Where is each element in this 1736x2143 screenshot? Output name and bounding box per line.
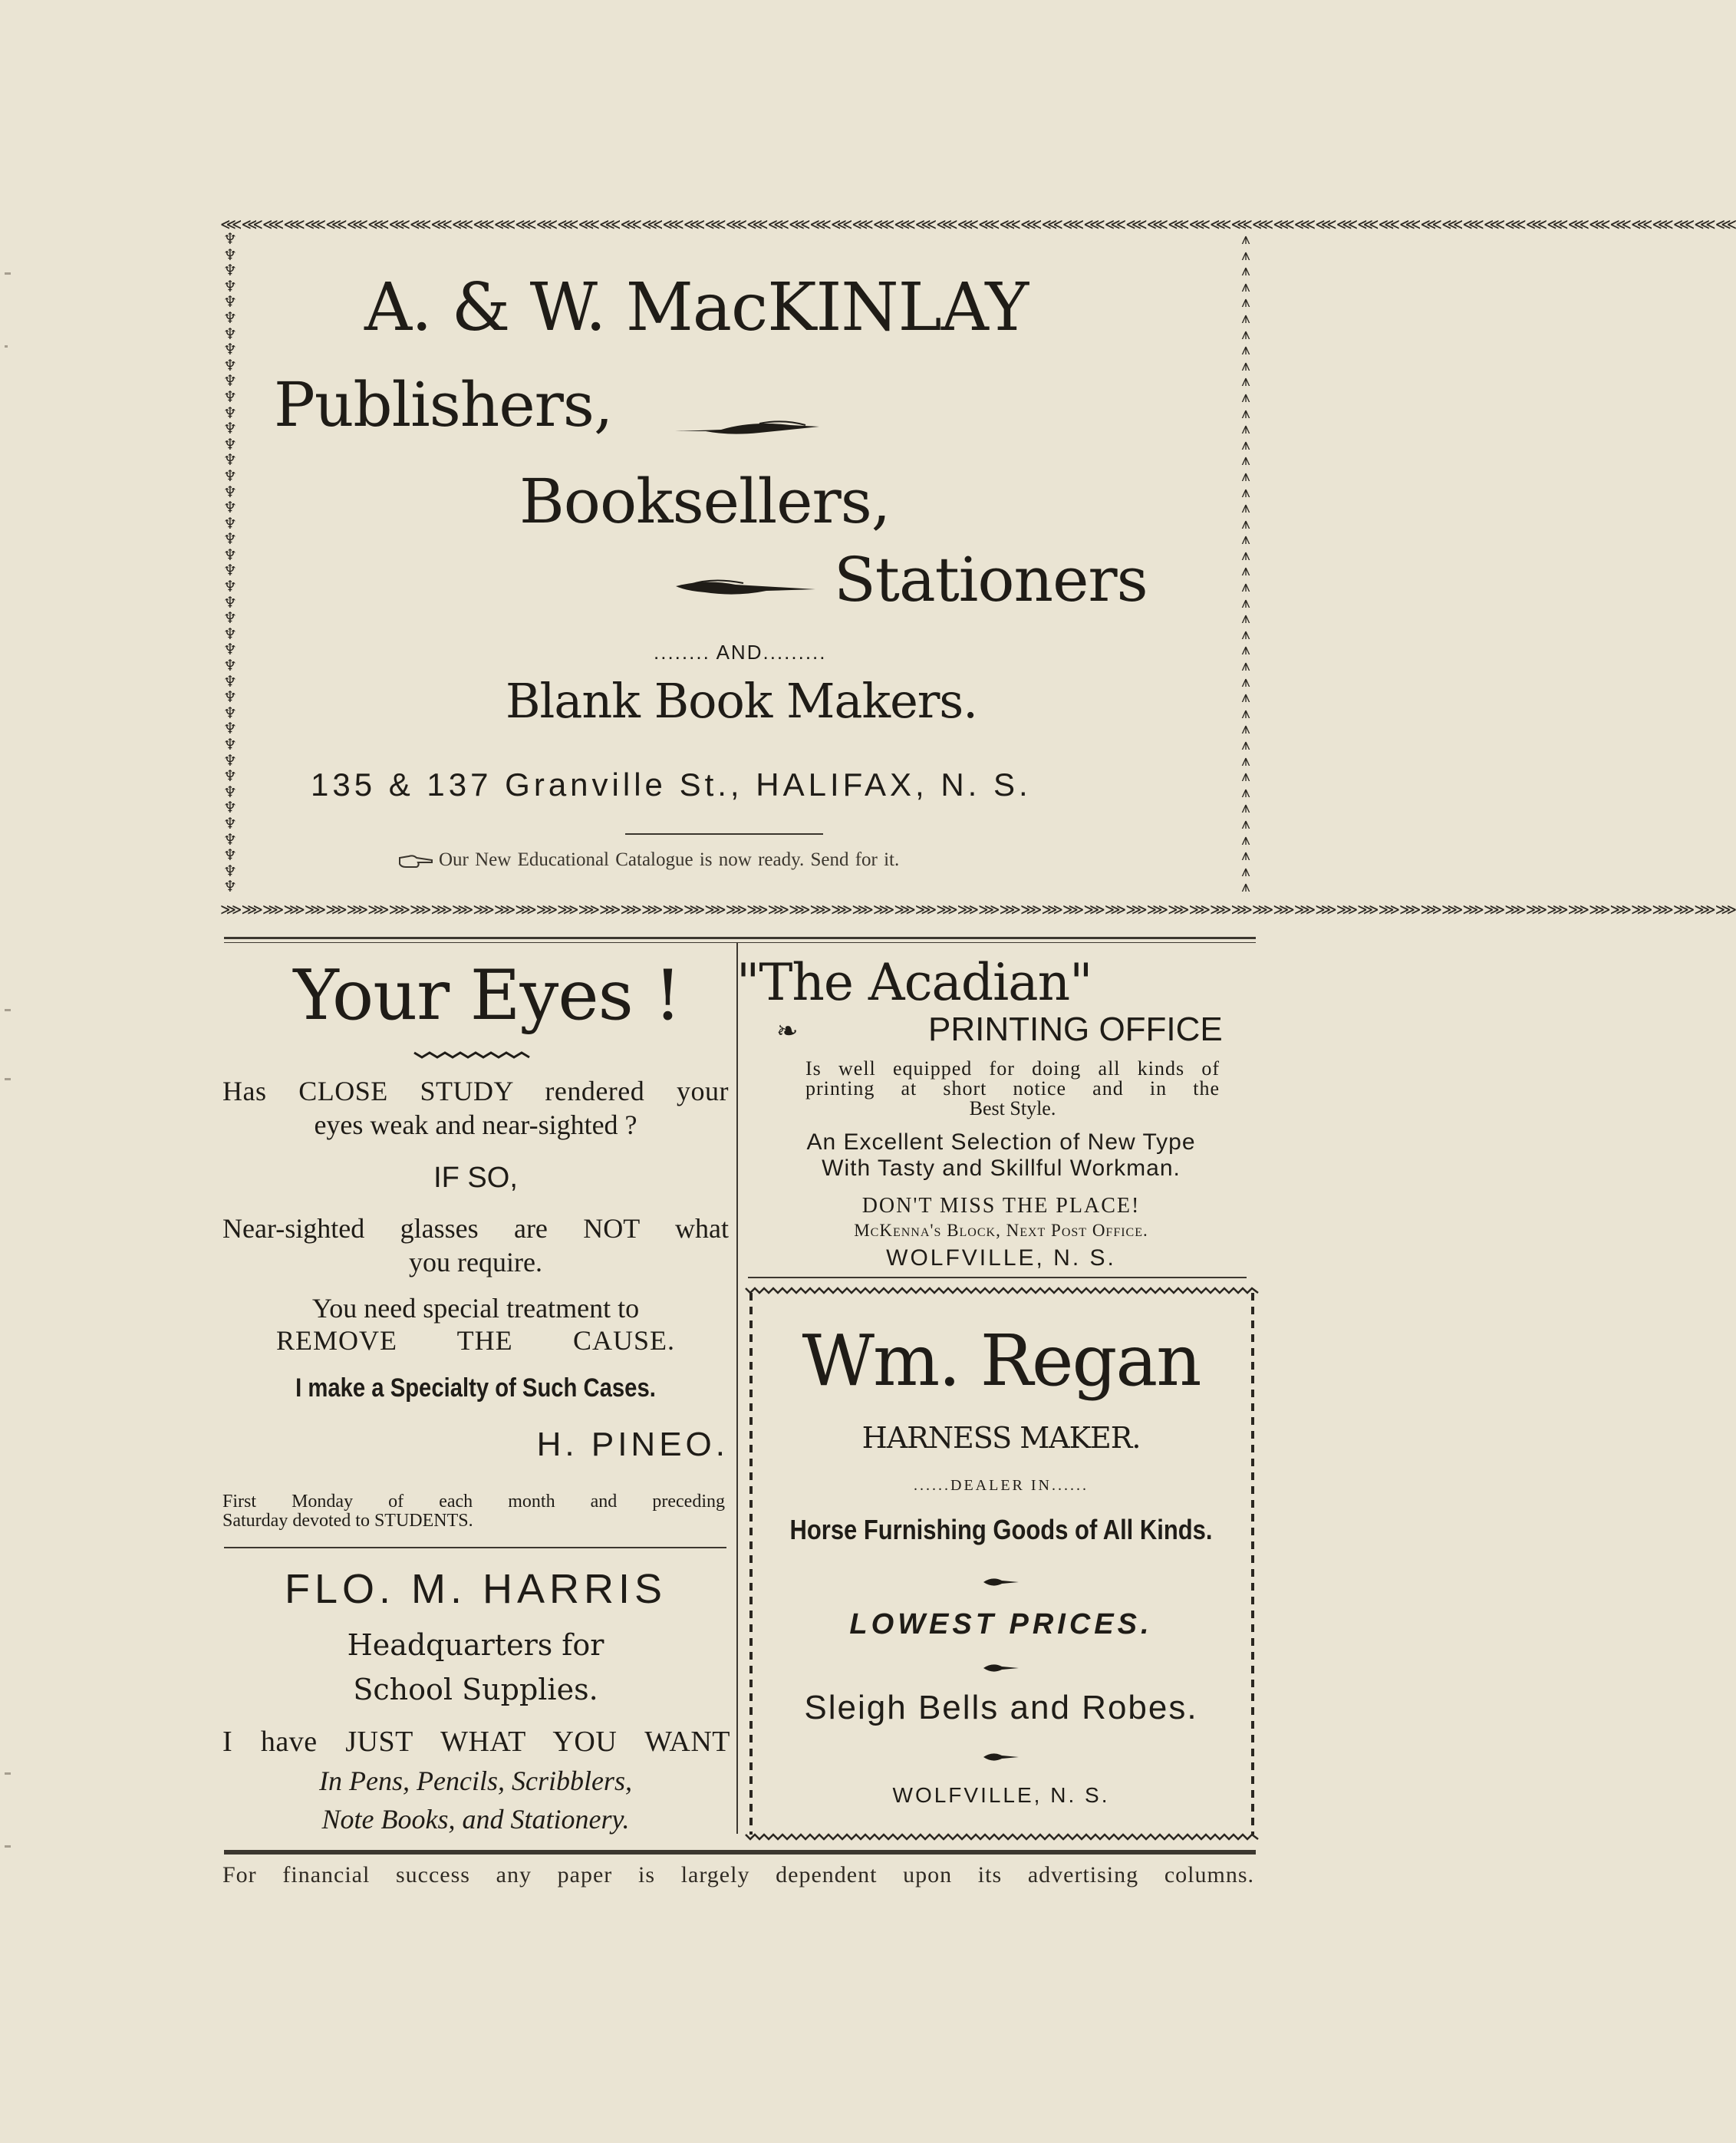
harris-name: FLO. M. HARRIS [284, 1566, 667, 1612]
ornament-icon [982, 1574, 1020, 1590]
acadian-type-line1: An Excellent Selection of New Type [806, 1129, 1196, 1155]
harris-pens-line: In Pens, Pencils, Scribblers, [319, 1766, 632, 1796]
edge-mark [5, 1772, 11, 1775]
harris-school-supplies: School Supplies. [353, 1673, 598, 1706]
eyes-not-line1: Near-sighted glasses are NOT what [222, 1213, 729, 1244]
edge-mark [5, 345, 8, 348]
divider [625, 833, 823, 835]
acadian-dont-miss: DON'T MISS THE PLACE! [861, 1194, 1141, 1218]
ornamental-border-left: ♆ ♆ ♆ ♆ ♆ ♆ ♆ ♆ ♆ ♆ ♆ ♆ ♆ ♆ ♆ ♆ ♆ ♆ ♆ ♆ ♆ ♆ ♆ ♆ ♆ ♆ ♆ ♆ ♆ ♆ ♆ ♆ ♆ ♆ ♆ ♆ ♆ ♆ ♆ ♆ ♆ ♆ [223, 229, 237, 896]
eyes-note-line2: Saturday devoted to STUDENTS. [222, 1511, 473, 1531]
publishers-line: Publishers, [274, 369, 613, 440]
eyes-not-line2: you require. [409, 1247, 542, 1278]
regan-goods: Horse Furnishing Goods of All Kinds. [789, 1514, 1213, 1545]
ornamental-border-bottom: ⋙⋙⋙⋙⋙⋙⋙⋙⋙⋙⋙⋙⋙⋙⋙⋙⋙⋙⋙⋙⋙⋙⋙⋙⋙⋙⋙⋙⋙⋙⋙⋙⋙⋙⋙⋙⋙⋙⋙⋙⋙⋙⋙⋙⋙⋙⋙⋙⋙⋙⋙⋙⋙⋙⋙⋙⋙⋙⋙⋙⋙⋙⋙⋙⋙⋙⋙⋙⋙⋙⋙⋙ [220, 900, 1736, 918]
eyes-question-line2: eyes weak and near-sighted ? [314, 1109, 637, 1140]
ornamental-border-right: ⩚ ⩚ ⩚ ⩚ ⩚ ⩚ ⩚ ⩚ ⩚ ⩚ ⩚ ⩚ ⩚ ⩚ ⩚ ⩚ ⩚ ⩚ ⩚ ⩚ ⩚ ⩚ ⩚ ⩚ ⩚ ⩚ ⩚ ⩚ ⩚ ⩚ ⩚ ⩚ ⩚ ⩚ ⩚ ⩚ ⩚ ⩚ ⩚ ⩚ ⩚ ⩚ [1241, 229, 1250, 896]
ornamental-border-top: ⋘⋘⋘⋘⋘⋘⋘⋘⋘⋘⋘⋘⋘⋘⋘⋘⋘⋘⋘⋘⋘⋘⋘⋘⋘⋘⋘⋘⋘⋘⋘⋘⋘⋘⋘⋘⋘⋘⋘⋘⋘⋘⋘⋘⋘⋘⋘⋘⋘⋘⋘⋘⋘⋘⋘⋘⋘⋘⋘⋘⋘⋘⋘⋘⋘⋘⋘⋘⋘⋘⋘⋘ [220, 215, 1736, 233]
divider [224, 937, 1256, 939]
your-eyes-title: Your Eyes ! [293, 955, 681, 1036]
mackinlay-advertisement [220, 214, 1736, 919]
acadian-equipped-line1: Is well equipped for doing all kinds of [805, 1057, 1220, 1080]
eyes-if-so: IF SO, [433, 1162, 518, 1194]
harris-have-line: I have JUST WHAT YOU WANT [222, 1726, 730, 1758]
regan-sleigh-bells: Sleigh Bells and Robes. [804, 1689, 1198, 1726]
acadian-type-line2: With Tasty and Skillful Workman. [822, 1156, 1181, 1181]
divider [224, 1850, 1256, 1855]
pointing-hand-icon [398, 853, 433, 870]
regan-trade: HARNESS MAKER. [861, 1421, 1141, 1455]
regan-town: WOLFVILLE, N. S. [892, 1783, 1110, 1807]
edge-mark [5, 1845, 11, 1848]
eyes-specialty: I make a Specialty of Such Cases. [295, 1373, 656, 1403]
regan-dealer: ......DEALER IN...... [914, 1477, 1089, 1494]
harris-headquarters: Headquarters for [347, 1628, 604, 1662]
booksellers-line: Booksellers, [519, 466, 891, 537]
divider [748, 1277, 1247, 1278]
ornamental-border-top [746, 1285, 1258, 1296]
and-line: ........ AND......... [654, 641, 827, 664]
column-divider [736, 942, 738, 1834]
flourish-icon [675, 417, 821, 439]
flourish-icon [674, 577, 816, 598]
decorative-rule-icon [414, 1050, 529, 1060]
divider [224, 1547, 726, 1548]
regan-lowest-prices: LOWEST PRICES. [849, 1608, 1153, 1640]
ornamental-border-bottom [746, 1831, 1258, 1842]
acadian-printing-office: PRINTING OFFICE [928, 1011, 1223, 1048]
edge-mark [5, 1009, 11, 1011]
leaf-ornament-icon: ❧ [776, 1017, 799, 1046]
acadian-equipped-line3: Best Style. [969, 1097, 1056, 1119]
optician-name: H. PINEO. [536, 1426, 729, 1463]
eyes-note-line1: First Monday of each month and preceding [222, 1492, 725, 1512]
ornament-icon [982, 1749, 1020, 1765]
acadian-town: WOLFVILLE, N. S. [886, 1245, 1116, 1271]
eyes-need-line2: REMOVE THE CAUSE. [276, 1325, 675, 1356]
eyes-question-line1: Has CLOSE STUDY rendered your [222, 1076, 729, 1106]
harris-notebooks-line: Note Books, and Stationery. [321, 1804, 630, 1835]
footer-note: For financial success any paper is largely dependent upon its advertising columns. [222, 1862, 1254, 1887]
edge-mark [5, 1078, 11, 1080]
address: 135 & 137 Granville St., HALIFAX, N. S. [311, 767, 1032, 803]
regan-name: Wm. Regan [802, 1320, 1201, 1402]
company-name: A. & W. MacKINLAY [364, 269, 1029, 346]
acadian-equipped-line2: printing at short notice and in the [805, 1077, 1220, 1100]
edge-mark [5, 272, 11, 275]
blank-book-makers: Blank Book Makers. [506, 673, 977, 729]
stationers-line: Stationers [834, 544, 1148, 615]
divider [224, 942, 1256, 943]
ornament-icon [982, 1660, 1020, 1676]
acadian-block: McKenna's Block, Next Post Office. [854, 1221, 1148, 1240]
catalogue-note: Our New Educational Catalogue is now ready. Send for it. [439, 849, 900, 870]
eyes-need-line1: You need special treatment to [311, 1293, 640, 1324]
acadian-title: "The Acadian" [736, 953, 1092, 1012]
